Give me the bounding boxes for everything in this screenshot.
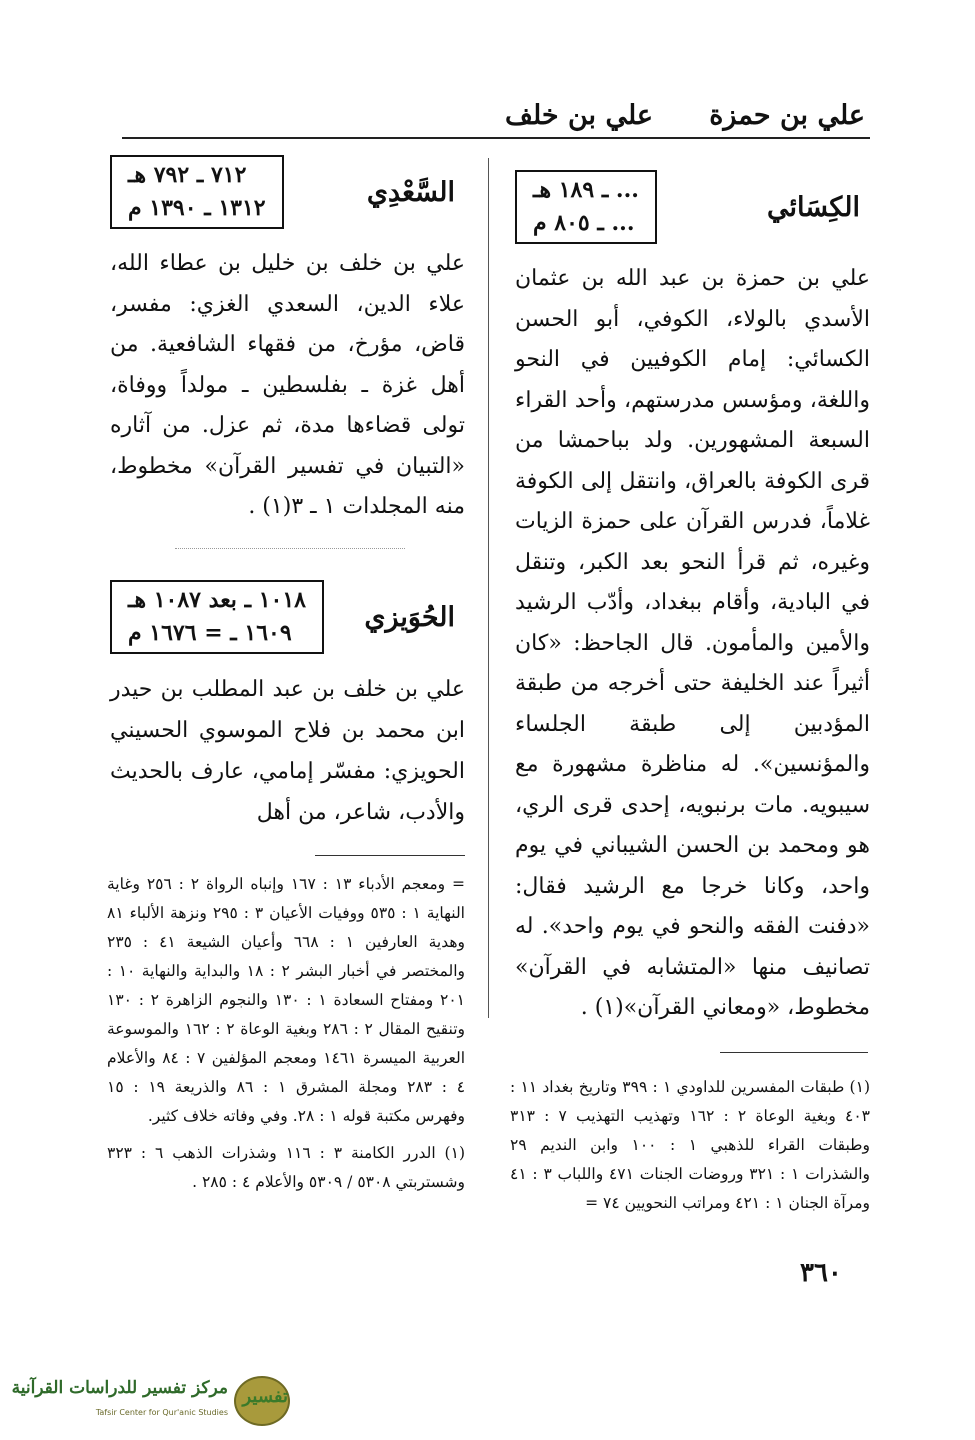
entry-dates bbox=[110, 580, 324, 654]
footnotes-left bbox=[107, 870, 465, 1197]
logo-arabic-text: مركز تفسير للدراسات القرآنية bbox=[11, 1378, 228, 1398]
entry-separator bbox=[175, 548, 405, 549]
entry-heading bbox=[515, 165, 870, 249]
footnote-1: (١) طبقات المفسرين للداودي ١ : ٣٩٩ وتاريخ بغداد ١١ : ٤٠٣ وبغية الوعاة ٢ : ١٦٢ وتهذيب التهذيب ٧ : ٣١٣ وطبقات القراء للذهبي ١ : ١٠٠ وابن النديم ٢٩ والشذرات ١ : ٣٢١ وروضات الجنات ٤٧١ واللباب ٣ : ٤١ ومرآة الجنان ١ : ٤٢١ ومراتب النحويين ٧٤ = bbox=[510, 1078, 871, 1212]
footnote-1: (١) الدرر الكامنة ٣ : ١١٦ وشذرات الذهب ٦ : ٣٢٣ وشستربتي ٥٣٠٨ / ٥٣٠٩ والأعلام ٤ : ٢٨٥ . bbox=[107, 1144, 465, 1191]
entry-body: علي بن حمزة بن عبد الله بن عثمان الأسدي بالولاء، الكوفي، أبو الحسن الكسائي: إمام الكوفيين في النحو واللغة، ومؤسس مدرستهم، وأحد القراء السبعة المشهورين. ولد بباحمشا من قرى الكوفة بالعراق، وانتقل إلى الكوفة غلاماً، فدرس القرآن على حمزة الزيات وغيره، ثم قرأ النحو بعد الكبر، وتنقل في البادية، وأقام ببغداد، وأدّب الرشيد والأمين والمأمون. قال الجاحظ: «كان أثيراً عند الخليفة حتى أخرجه من طبقة المؤدبين إلى طبقة الجلساء والمؤنسين». له مناظرة مشهورة مع سيبويه. مات برنبويه، إحدى قرى الري، هو ومحمد بن الحسن الشيباني في يوم واحد، وكانا خرجا مع الرشيد فقال: «دفنت الفقه والنحو في يوم واحد». له تصانيف منها «المتشابه في القرآن» مخطوط، «ومعاني القرآن»(١) . bbox=[515, 266, 871, 1020]
date-gregorian: ١٦٠٩ ـ = ١٦٧٦ م bbox=[128, 620, 292, 646]
footnotes-right bbox=[510, 1073, 870, 1218]
footnote-rule bbox=[720, 1052, 868, 1053]
date-hijri: ٧١٢ ـ ٧٩٢ هـ bbox=[128, 162, 247, 188]
entry-body: علي بن خلف بن عبد المطلب بن حيدر ابن محمد بن فلاح الموسوي الحسيني الحويزي: مفسّر إمامي، عارف بالحديث والأدب، شاعر، من أهل bbox=[110, 677, 465, 825]
running-header-left: علي بن خلف bbox=[505, 100, 653, 131]
entry-huwayzi bbox=[110, 575, 465, 833]
entry-name: الحُوَيزي bbox=[364, 601, 455, 633]
entry-name: الكِسَائي bbox=[767, 191, 860, 223]
date-hijri: ١٠١٨ ـ بعد ١٠٨٧ هـ bbox=[128, 587, 306, 613]
entry-heading bbox=[110, 150, 465, 234]
header-rule bbox=[122, 137, 870, 139]
page-number: ٣٦٠ bbox=[800, 1258, 842, 1288]
entry-kisai bbox=[515, 165, 870, 1029]
entry-saadi bbox=[110, 150, 465, 528]
date-gregorian: ... ـ ٨٠٥ م bbox=[533, 210, 635, 236]
entry-body: علي بن خلف بن خليل بن عطاء الله، علاء الدين، السعدي الغزي: مفسر، قاض، مؤرخ، من فقهاء الشافعية. من أهل غزة ـ بفلسطين ـ مولداً ووفاة، تولى قضاءها مدة، ثم عزل. من آثاره «التبيان في تفسير القرآن» مخطوط، منه المجلدات ١ ـ ٣(١) . bbox=[110, 251, 465, 519]
date-hijri: ... ـ ١٨٩ هـ bbox=[533, 177, 639, 203]
entry-name: السَّعْدِي bbox=[366, 176, 455, 208]
column-divider bbox=[488, 158, 489, 1018]
entry-dates bbox=[110, 155, 284, 229]
tafsir-center-logo bbox=[11, 1368, 290, 1430]
footnote-rule bbox=[315, 855, 465, 856]
footnote-continuation: = ومعجم الأدباء ١٣ : ١٦٧ وإنباه الرواة ٢ : ٢٥٦ وغاية النهاية ١ : ٥٣٥ ووفيات الأعيان ٣ : ٢٩٥ ونزهة الألباء ٨١ وهدية العارفين ١ : ٦٦٨ وأعيان الشيعة ٤١ : ٢٣٥ والمختصر في أخبار البشر ٢ : ١٨ والبداية والنهاية ١٠ : ٢٠١ ومفتاح السعادة ١ : ١٣٠ والنجوم الزاهرة ٢ : ١٣٠ وتنقيح المقال ٢ : ٢٨٦ وبغية الوعاة ٢ : ١٦٢ والموسوعة العربية الميسرة ١٤٦١ ومعجم المؤلفين ٧ : ٨٤ والأعلام ٤ : ٢٨٣ ومجلة المشرق ١ : ٨٦ والذريعة ١٩ : ١٥ وفهرس مكتبة قوله ١ : ٢٨. وفي وفاته خلاف كثير. bbox=[107, 875, 466, 1125]
date-gregorian: ١٣١٢ ـ ١٣٩٠ م bbox=[128, 195, 266, 221]
running-header-right: علي بن حمزة bbox=[709, 100, 865, 131]
entry-dates bbox=[515, 170, 657, 244]
logo-word: تفسير bbox=[242, 1386, 288, 1407]
logo-english-text: Tafsir Center for Qur'anic Studies bbox=[95, 1408, 228, 1417]
entry-heading bbox=[110, 575, 465, 659]
